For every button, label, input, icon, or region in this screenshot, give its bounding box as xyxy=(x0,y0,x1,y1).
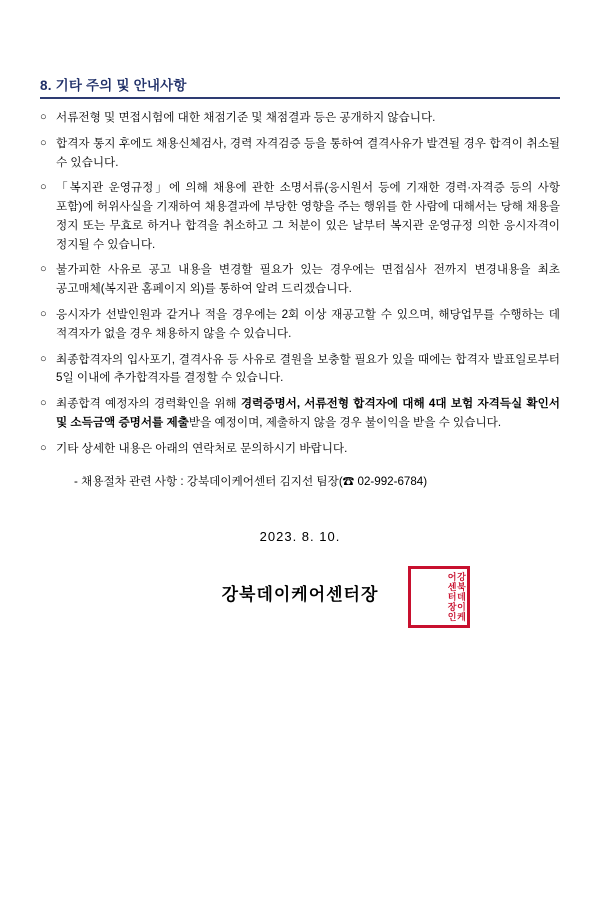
list-item-text: 서류전형 및 면접시험에 대한 채점기준 및 채점결과 등은 공개하지 않습니다. xyxy=(56,111,436,124)
list-item-text: 기타 상세한 내용은 아래의 연락처로 문의하시기 바랍니다. xyxy=(56,441,348,455)
list-item-text: 응시자가 선발인원과 같거나 적을 경우에는 2회 이상 재공고할 수 있으며, 해당업무를 수행하는 데 적격자가 없을 경우 채용하지 않을 수 있습니다. xyxy=(56,308,560,340)
bullet-glyph: ○ xyxy=(40,441,47,454)
rich-part-plain-2: 받을 예정이며, 제출하지 않을 경우 불이익을 받을 수 있습니다. xyxy=(188,415,502,429)
organization-name: 강북데이케어센터장 xyxy=(221,584,379,604)
contact-line: - 채용절차 관련 사항 : 강북데이케어센터 김지선 팀장(☎ 02-992-6784) xyxy=(74,474,428,488)
list-item-rich-text xyxy=(56,395,560,433)
list-item-text: 합격자 통지 후에도 채용신체검사, 경력 자격검증 등을 통하여 결격사유가 발견될 경우 합격이 취소될 수 있습니다. xyxy=(56,136,560,169)
list-item xyxy=(40,109,560,128)
seal-text: 강북데이케어센터장인 xyxy=(445,571,465,622)
list-item xyxy=(40,306,560,344)
list-item-text: 「복지관 운영규정」에 의해 채용에 관한 소명서류(응시원서 등에 기재한 경력·자격증 등의 사항 포함)에 허위사실을 기재하여 채용결과에 부당한 영향을 주는 행위를 한 사람에 대해서는 당해 채용을 정지 또는 무효로 하거나 합격을 취소하고 그 처분이 있은 날부터 복지관 운영규정 의한 응시자격이 정지될 수 있습니다. xyxy=(56,181,560,251)
bullet-glyph: ○ xyxy=(40,308,47,321)
list-item xyxy=(40,135,560,173)
bullet-glyph: ○ xyxy=(40,352,47,365)
list-item xyxy=(40,440,560,459)
section-title: 기타 주의 및 안내사항 xyxy=(55,78,187,93)
bullet-glyph: ○ xyxy=(40,397,47,410)
list-item-text: 최종합격자의 입사포기, 결격사유 등 사유로 결원을 보충할 필요가 있을 때에는 합격자 발표일로부터 5일 이내에 추가합격자를 결정할 수 있습니다. xyxy=(56,352,560,385)
bullet-glyph: ○ xyxy=(40,111,47,123)
signature-block xyxy=(40,566,560,636)
list-item-text: 불가피한 사유로 공고 내용을 변경할 필요가 있는 경우에는 면접심사 전까지 변경내용을 최초 공고매체(복지관 홈페이지 외)를 통하여 알려 드리겠습니다. xyxy=(56,263,560,296)
list-item xyxy=(40,351,560,389)
list-item-highlighted xyxy=(40,395,560,433)
list-item xyxy=(40,179,560,254)
section-header xyxy=(40,74,560,99)
document-date: 2023. 8. 10. xyxy=(259,528,341,544)
bullet-glyph: ○ xyxy=(40,263,47,276)
bullet-glyph: ○ xyxy=(40,181,47,194)
rich-part-bold: 경력증명서, 서류전형 합격자에 대해 4대 보험 자격득실 확인서 및 소득금액 증명서를 제출 xyxy=(56,397,560,429)
bullet-glyph: ○ xyxy=(40,136,47,149)
official-seal-stamp xyxy=(408,566,470,628)
notice-list xyxy=(40,109,560,459)
section-number: 8. xyxy=(40,78,52,93)
document-page xyxy=(0,74,600,924)
list-item xyxy=(40,261,560,299)
rich-part-plain-1: 최종합격 예정자의 경력확인을 위해 xyxy=(56,397,241,411)
